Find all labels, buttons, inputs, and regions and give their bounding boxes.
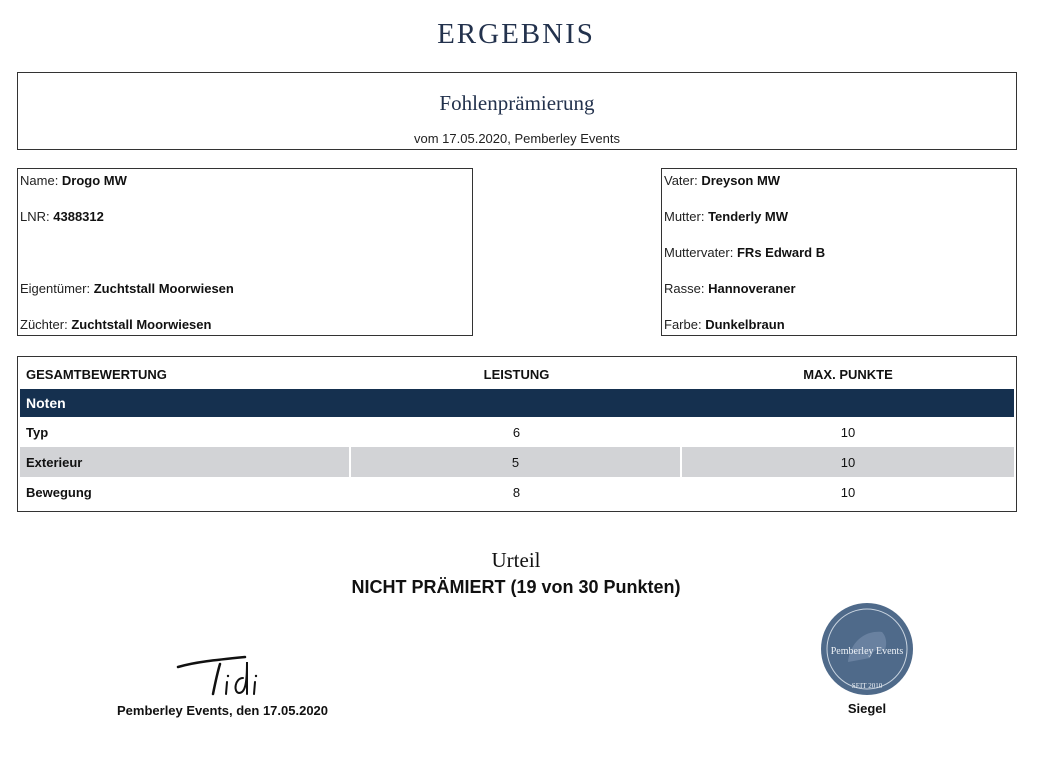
seal-since: SEIT 2010 bbox=[851, 682, 883, 690]
page-title: ERGEBNIS bbox=[437, 18, 595, 50]
seal-text: Pemberley Events bbox=[830, 646, 904, 657]
row-category: Bewegung bbox=[26, 484, 92, 500]
info-label: Vater bbox=[664, 173, 695, 188]
info-value: Dunkelbraun bbox=[705, 317, 785, 332]
score-table bbox=[20, 359, 1014, 507]
info-row-name: Name: Drogo MW bbox=[20, 173, 127, 188]
info-row-breeder: Züchter: Zuchtstall Moorwiesen bbox=[20, 317, 212, 332]
info-label: Name bbox=[20, 173, 55, 188]
info-value: Zuchtstall Moorwiesen bbox=[71, 317, 212, 332]
table-row bbox=[20, 417, 1014, 447]
info-row-damsire: Muttervater: FRs Edward B bbox=[664, 245, 826, 260]
info-row-color: Farbe: Dunkelbraun bbox=[664, 317, 785, 332]
info-value: Dreyson MW bbox=[701, 173, 781, 188]
row-max: 10 bbox=[840, 484, 856, 500]
verdict-result: NICHT PRÄMIERT (19 von 30 Punkten) bbox=[351, 577, 681, 597]
event-name: Fohlenprämierung bbox=[439, 91, 595, 115]
row-score: 5 bbox=[351, 447, 682, 477]
row-max: 10 bbox=[682, 447, 1014, 477]
seal-caption: Siegel bbox=[847, 701, 887, 716]
info-row-lnr: LNR: 4388312 bbox=[20, 209, 104, 224]
info-row-sire: Vater: Dreyson MW bbox=[664, 173, 781, 188]
info-label: Eigentümer bbox=[20, 281, 87, 296]
row-score: 6 bbox=[512, 424, 521, 440]
horse-info-left bbox=[17, 168, 473, 336]
table-row bbox=[20, 477, 1014, 507]
header-max: MAX. PUNKTE bbox=[803, 366, 893, 382]
score-header-row bbox=[20, 359, 1014, 389]
signature-image bbox=[175, 652, 265, 702]
info-label: Farbe bbox=[664, 317, 698, 332]
info-label: Rasse bbox=[664, 281, 701, 296]
header-category: GESAMTBEWERTUNG bbox=[26, 366, 167, 382]
info-row-breed: Rasse: Hannoveraner bbox=[664, 281, 796, 296]
info-row-dam: Mutter: Tenderly MW bbox=[664, 209, 789, 224]
info-value: Drogo MW bbox=[61, 173, 127, 188]
info-label: Züchter bbox=[20, 317, 65, 332]
signature-caption: Pemberley Events, den 17.05.2020 bbox=[117, 703, 329, 718]
score-panel bbox=[17, 356, 1017, 512]
info-value: Hannoveraner bbox=[708, 281, 796, 296]
section-row bbox=[20, 389, 1014, 417]
section-label: Noten bbox=[20, 389, 1014, 417]
info-label: LNR bbox=[20, 209, 47, 224]
info-value: Zuchtstall Moorwiesen bbox=[93, 281, 234, 296]
info-value: 4388312 bbox=[53, 209, 104, 224]
event-subtitle: vom 17.05.2020, Pemberley Events bbox=[414, 131, 620, 146]
verdict-label: Urteil bbox=[491, 548, 541, 572]
info-value: FRs Edward B bbox=[736, 245, 826, 260]
info-label: Muttervater bbox=[664, 245, 730, 260]
row-max: 10 bbox=[840, 424, 856, 440]
row-category: Typ bbox=[26, 424, 49, 440]
table-row bbox=[20, 447, 1014, 477]
header-score: LEISTUNG bbox=[483, 366, 550, 382]
event-header bbox=[17, 72, 1017, 150]
info-value: Tenderly MW bbox=[708, 209, 789, 224]
info-label: Mutter bbox=[664, 209, 701, 224]
row-category: Exterieur bbox=[20, 447, 351, 477]
horse-info-right bbox=[661, 168, 1017, 336]
info-row-owner: Eigentümer: Zuchtstall Moorwiesen bbox=[20, 281, 234, 296]
row-score: 8 bbox=[512, 484, 521, 500]
seal-image bbox=[820, 602, 914, 696]
